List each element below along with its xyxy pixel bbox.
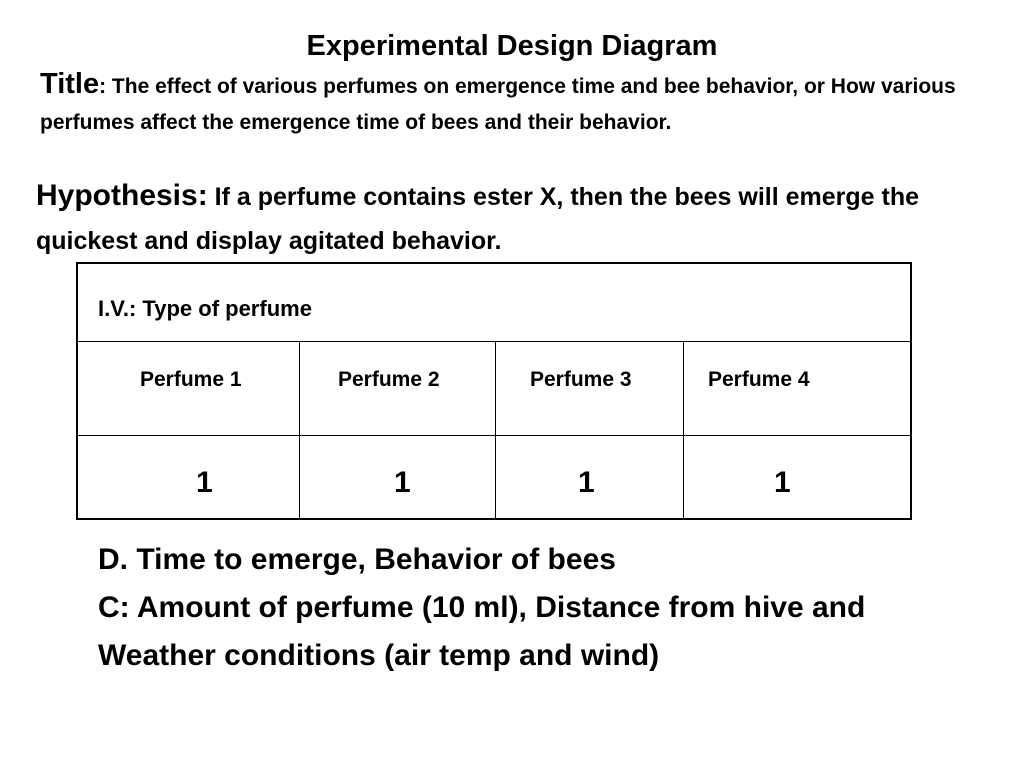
trial-count: 1 bbox=[774, 466, 791, 499]
slide-heading: Experimental Design Diagram bbox=[306, 30, 718, 62]
trial-cell bbox=[496, 436, 684, 520]
trial-cell bbox=[300, 436, 496, 520]
trial-cell bbox=[684, 436, 910, 520]
levels-row bbox=[78, 342, 910, 436]
title-label: Title bbox=[40, 68, 100, 100]
variables-block bbox=[98, 536, 878, 680]
hypothesis-label: Hypothesis: bbox=[36, 179, 208, 212]
hypothesis-text: If a perfume contains ester X, then the bees will emerge the quickest and display agitated behavior. bbox=[36, 183, 920, 255]
level-label: Perfume 3 bbox=[530, 368, 632, 391]
trial-cell bbox=[78, 436, 300, 520]
experimental-design-table bbox=[76, 262, 912, 520]
iv-label: I.V.: Type of perfume bbox=[98, 296, 312, 321]
level-cell bbox=[496, 342, 684, 435]
trial-count: 1 bbox=[578, 466, 595, 499]
trials-row bbox=[78, 436, 910, 520]
title-block bbox=[40, 66, 960, 141]
trial-count: 1 bbox=[394, 466, 411, 499]
trial-count: 1 bbox=[196, 466, 213, 499]
level-cell bbox=[300, 342, 496, 435]
constants: C: Amount of perfume (10 ml), Distance from hive and Weather conditions (air temp and wind) bbox=[98, 591, 866, 672]
level-label: Perfume 2 bbox=[338, 368, 440, 391]
level-label: Perfume 4 bbox=[708, 368, 810, 391]
title-text: : The effect of various perfumes on emergence time and bee behavior, or How various perfumes affect the emergence time of bees and their behavior. bbox=[40, 75, 956, 134]
dependent-variable: D. Time to emerge, Behavior of bees bbox=[98, 543, 616, 576]
iv-row bbox=[78, 264, 910, 342]
hypothesis-block bbox=[36, 174, 956, 263]
level-label: Perfume 1 bbox=[140, 368, 242, 391]
level-cell bbox=[78, 342, 300, 435]
level-cell bbox=[684, 342, 910, 435]
